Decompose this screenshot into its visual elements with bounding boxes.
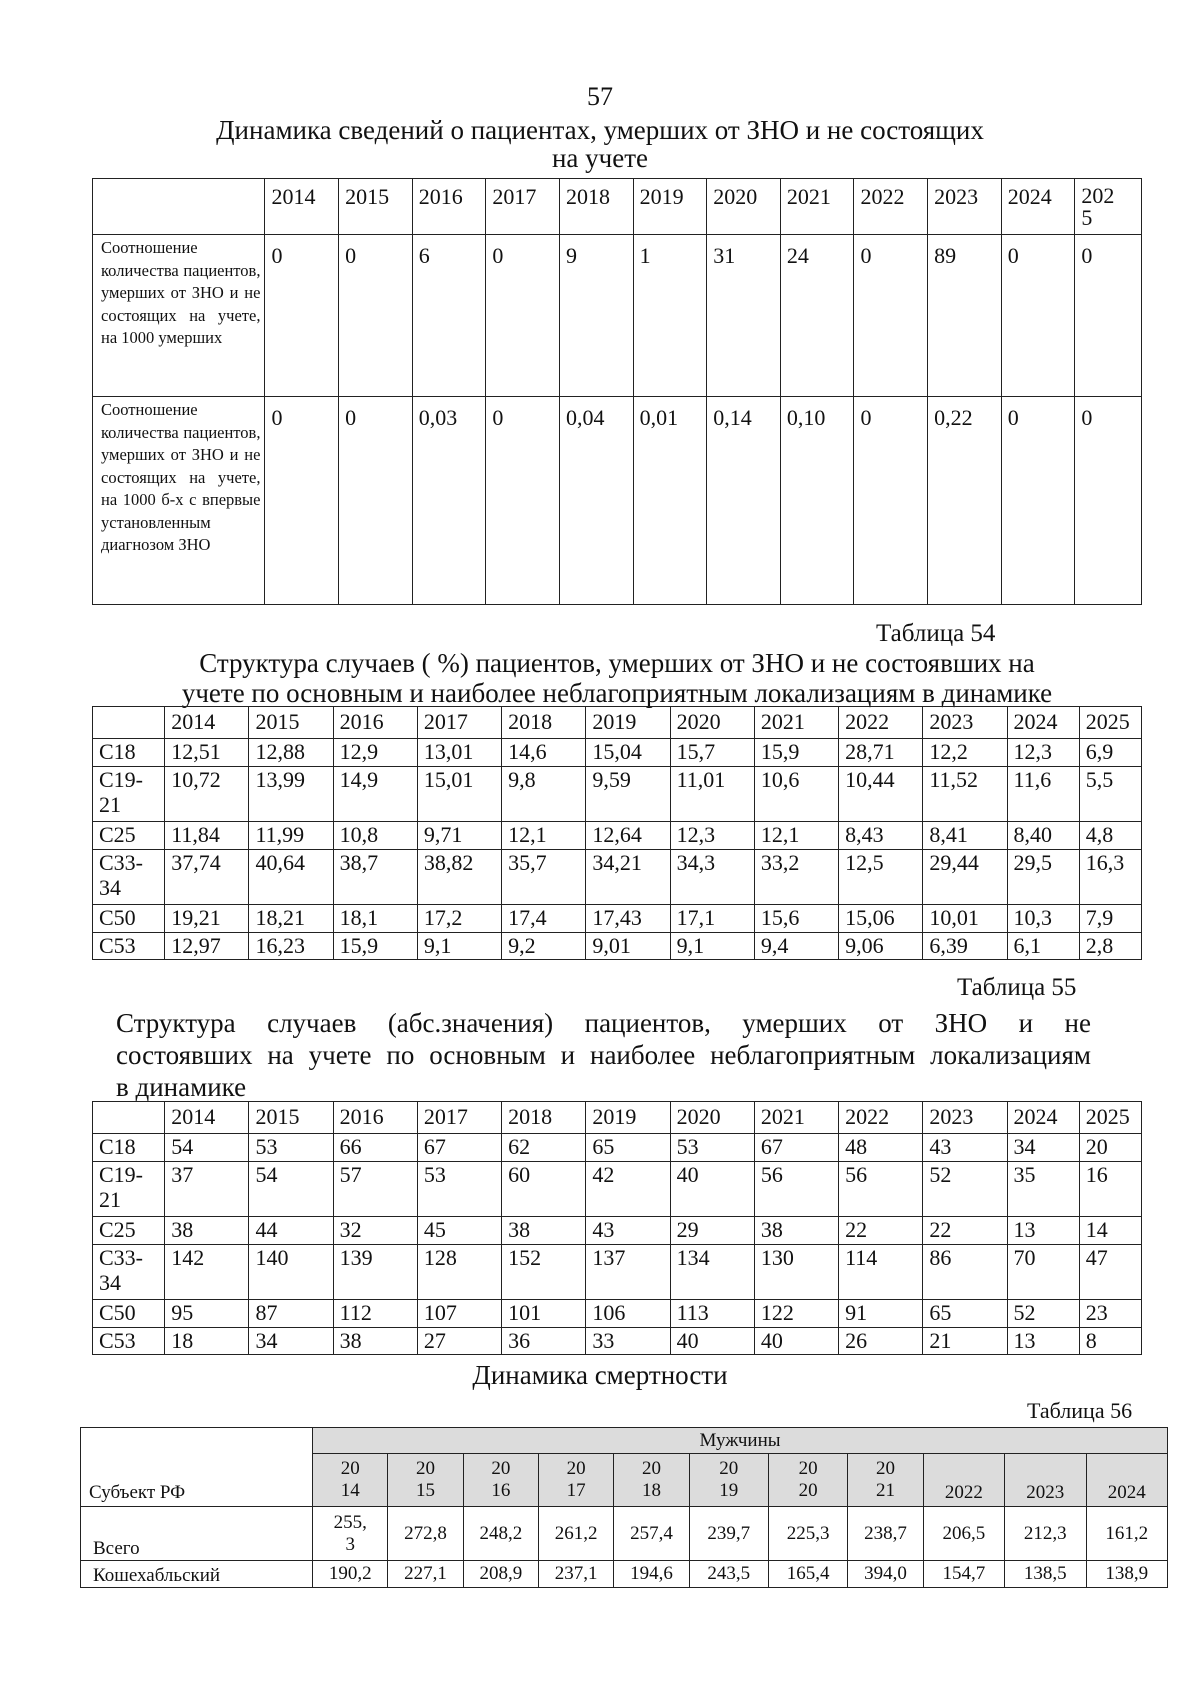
table-cell: 243,5 (689, 1561, 768, 1588)
table-cell: 40 (670, 1328, 754, 1355)
year-header: 2020 (707, 179, 781, 235)
table-cell: 122 (754, 1300, 838, 1328)
table-cell: 38,82 (417, 850, 501, 905)
year-header: 2025 (1079, 707, 1141, 739)
year-header: 2016 (412, 179, 486, 235)
table-row (93, 933, 1142, 960)
year-header: 2014 (265, 179, 339, 235)
table-cell: 0 (486, 235, 560, 397)
table-cell: 53 (670, 1134, 754, 1162)
table-cell: 27 (417, 1328, 501, 1355)
table-row (93, 1328, 1142, 1355)
table-cell: 17,2 (417, 905, 501, 933)
table-cell: 37 (165, 1162, 249, 1217)
table-cell: 128 (417, 1245, 501, 1300)
table-cell: 12,88 (249, 739, 333, 767)
year-header: 20 21 (848, 1454, 923, 1507)
table-cell: 35 (1007, 1162, 1079, 1217)
row-code: С33-34 (93, 1245, 165, 1300)
table-55-label: Таблица 55 (957, 974, 1077, 1001)
year-header: 2024 (1007, 707, 1079, 739)
year-header: 2019 (586, 707, 670, 739)
year-header: 2023 (923, 1102, 1007, 1134)
table-cell: 18,21 (249, 905, 333, 933)
table-cell: 9,59 (586, 767, 670, 822)
table-cell: 13 (1007, 1328, 1079, 1355)
table-row (93, 1162, 1142, 1217)
year-header-top: 202 (1081, 183, 1115, 208)
table-cell: 10,72 (165, 767, 249, 822)
corner-cell (93, 179, 265, 235)
table-cell: 14,9 (333, 767, 417, 822)
table-cell: 43 (586, 1217, 670, 1245)
table-cell: 24 (780, 235, 854, 397)
year-header: 2024 (1007, 1102, 1079, 1134)
row-code: С18 (93, 1134, 165, 1162)
table-cell: 12,51 (165, 739, 249, 767)
table-54-title (92, 648, 1142, 708)
table-cell: 89 (928, 235, 1002, 397)
table-cell: 238,7 (848, 1507, 923, 1561)
year-header: 20 17 (538, 1454, 613, 1507)
table-cell: 29,44 (923, 850, 1007, 905)
table-54-title-line1: Структура случаев ( %) пациентов, умерших от ЗНО и не состоявших на (199, 648, 1035, 678)
table-cell: 101 (502, 1300, 586, 1328)
table-cell: 10,3 (1007, 905, 1079, 933)
year-header: 2020 (670, 707, 754, 739)
table-cell: 0,22 (928, 397, 1002, 605)
table-cell: 91 (839, 1300, 923, 1328)
table-cell: 65 (586, 1134, 670, 1162)
year-header: 2022 (923, 1454, 1004, 1507)
table-cell: 9,4 (754, 933, 838, 960)
table-cell: 33,2 (754, 850, 838, 905)
table-cell: 10,44 (839, 767, 923, 822)
table-cell: 0 (339, 235, 413, 397)
table-cell: 18 (165, 1328, 249, 1355)
table-cell: 6,9 (1079, 739, 1141, 767)
year-header-2025 (1075, 179, 1142, 235)
year-header: 2022 (839, 1102, 923, 1134)
table-cell: 22 (839, 1217, 923, 1245)
section1-title (0, 115, 1200, 173)
table-cell: 8,43 (839, 822, 923, 850)
year-header: 2017 (486, 179, 560, 235)
page-number: 57 (587, 82, 613, 111)
table-cell: 26 (839, 1328, 923, 1355)
table-cell: 212,3 (1005, 1507, 1086, 1561)
table-cell: 32 (333, 1217, 417, 1245)
table-cell: 34 (1007, 1134, 1079, 1162)
table-cell: 9,8 (502, 767, 586, 822)
table-cell: 16,3 (1079, 850, 1141, 905)
table-cell: 9,71 (417, 822, 501, 850)
table-cell: 15,01 (417, 767, 501, 822)
row-code: С25 (93, 1217, 165, 1245)
row-code: С53 (93, 933, 165, 960)
subject-header: Субъект РФ (81, 1428, 313, 1507)
table-cell: 114 (839, 1245, 923, 1300)
table-cell: 11,6 (1007, 767, 1079, 822)
year-header: 2020 (670, 1102, 754, 1134)
year-header: 2021 (780, 179, 854, 235)
row-code: С18 (93, 739, 165, 767)
table-cell: 7,9 (1079, 905, 1141, 933)
table-cell: 70 (1007, 1245, 1079, 1300)
table-cell: 86 (923, 1245, 1007, 1300)
mortality-section-title: Динамика смертности (472, 1360, 728, 1390)
table-cell: 22 (923, 1217, 1007, 1245)
table-54-title-line2: учете по основным и наиболее неблагоприятным локализациям в динамике (181, 678, 1053, 708)
table-cell: 19,21 (165, 905, 249, 933)
table-cell: 0 (265, 397, 339, 605)
table-cell: 152 (502, 1245, 586, 1300)
table-cell: 21 (923, 1328, 1007, 1355)
table-cell: 130 (754, 1245, 838, 1300)
table-cell: 23 (1079, 1300, 1141, 1328)
table-cell: 52 (1007, 1300, 1079, 1328)
table-cell: 33 (586, 1328, 670, 1355)
table-cell: 8 (1079, 1328, 1141, 1355)
table-row (93, 739, 1142, 767)
table-cell: 40,64 (249, 850, 333, 905)
table-cell: 56 (839, 1162, 923, 1217)
year-header: 2015 (249, 707, 333, 739)
table-cell: 140 (249, 1245, 333, 1300)
year-header: 2014 (165, 707, 249, 739)
table-cell: 0,10 (780, 397, 854, 605)
table-cell: 206,5 (923, 1507, 1004, 1561)
table-cell: 10,01 (923, 905, 1007, 933)
table-cell: 14 (1079, 1217, 1141, 1245)
table-row (93, 905, 1142, 933)
row-code: С25 (93, 822, 165, 850)
table-row (81, 1507, 1168, 1561)
table-cell: 42 (586, 1162, 670, 1217)
table-cell: 2,8 (1079, 933, 1141, 960)
table-cell: 56 (754, 1162, 838, 1217)
year-header: 2017 (417, 707, 501, 739)
table-cell: 65 (923, 1300, 1007, 1328)
table-cell: 9,01 (586, 933, 670, 960)
year-header: 2022 (839, 707, 923, 739)
table-55-title-line1: Структура случаев (абс.значения) пациентов, умерших от ЗНО и не (116, 1008, 1091, 1038)
table-cell: 12,64 (586, 822, 670, 850)
table-cell: 67 (754, 1134, 838, 1162)
table-cell: 16,23 (249, 933, 333, 960)
table-cell: 34,3 (670, 850, 754, 905)
table-cell: 257,4 (614, 1507, 689, 1561)
table-row (93, 1245, 1142, 1300)
table-cell: 0,03 (412, 397, 486, 605)
year-header: 20 18 (614, 1454, 689, 1507)
table-54-label: Таблица 54 (876, 620, 996, 647)
table-cell: 134 (670, 1245, 754, 1300)
table-cell: 57 (333, 1162, 417, 1217)
table-cell: 15,06 (839, 905, 923, 933)
table-cell: 45 (417, 1217, 501, 1245)
structure-absolute-table (92, 1101, 1142, 1355)
table-cell: 34,21 (586, 850, 670, 905)
table-cell: 38 (165, 1217, 249, 1245)
table-cell: 6,1 (1007, 933, 1079, 960)
table-56-label: Таблица 56 (1027, 1398, 1133, 1423)
table-cell: 11,01 (670, 767, 754, 822)
table-cell: 0 (265, 235, 339, 397)
table-cell: 0 (486, 397, 560, 605)
table-cell: 11,52 (923, 767, 1007, 822)
table-cell: 0 (1075, 397, 1142, 605)
table-cell: 255, 3 (313, 1507, 388, 1561)
table-row (93, 850, 1142, 905)
structure-percent-table (92, 706, 1142, 960)
table-cell: 138,9 (1086, 1561, 1167, 1588)
year-header: 2021 (754, 1102, 838, 1134)
year-header: 20 19 (689, 1454, 768, 1507)
table-cell: 13 (1007, 1217, 1079, 1245)
table-cell: 16 (1079, 1162, 1141, 1217)
section1-title-line1: Динамика сведений о пациентах, умерших от ЗНО и не состоящих (216, 115, 984, 145)
patients-not-registered-table (92, 178, 1142, 605)
header-row (93, 1102, 1142, 1134)
table-cell: 53 (249, 1134, 333, 1162)
table-cell: 248,2 (463, 1507, 538, 1561)
table-cell: 54 (165, 1134, 249, 1162)
table-cell: 5,5 (1079, 767, 1141, 822)
table-cell: 0 (1075, 235, 1142, 397)
table-cell: 66 (333, 1134, 417, 1162)
table-cell: 43 (923, 1134, 1007, 1162)
table-row (93, 397, 1142, 605)
table-cell: 67 (417, 1134, 501, 1162)
table-cell: 0,04 (559, 397, 633, 605)
table-cell: 20 (1079, 1134, 1141, 1162)
table-cell: 15,04 (586, 739, 670, 767)
row-name: Всего (81, 1507, 313, 1561)
table-cell: 28,71 (839, 739, 923, 767)
table-cell: 14,6 (502, 739, 586, 767)
table-cell: 9,2 (502, 933, 586, 960)
row-code: С19-21 (93, 767, 165, 822)
table-cell: 40 (754, 1328, 838, 1355)
table-cell: 0 (854, 397, 928, 605)
table-cell: 31 (707, 235, 781, 397)
row-code: С50 (93, 1300, 165, 1328)
table-cell: 36 (502, 1328, 586, 1355)
table-cell: 106 (586, 1300, 670, 1328)
table-cell: 12,5 (839, 850, 923, 905)
table-cell: 87 (249, 1300, 333, 1328)
table-cell: 18,1 (333, 905, 417, 933)
table-cell: 6,39 (923, 933, 1007, 960)
corner-cell (93, 1102, 165, 1134)
table-cell: 154,7 (923, 1561, 1004, 1588)
year-header: 2018 (502, 1102, 586, 1134)
table-cell: 12,1 (502, 822, 586, 850)
table-cell: 12,97 (165, 933, 249, 960)
row-label: Соотношение количества пациентов, умерших от ЗНО и не состоящих на учете, на 1000 б-х с впервые установленным диагнозом ЗНО (93, 397, 265, 605)
table-cell: 35,7 (502, 850, 586, 905)
row-code: С50 (93, 905, 165, 933)
row-code: С19-21 (93, 1162, 165, 1217)
table-cell: 47 (1079, 1245, 1141, 1300)
row-code: С53 (93, 1328, 165, 1355)
table-cell: 15,7 (670, 739, 754, 767)
table-cell: 0,01 (633, 397, 707, 605)
table-cell: 15,6 (754, 905, 838, 933)
table-row (93, 1300, 1142, 1328)
table-cell: 37,74 (165, 850, 249, 905)
group-header-row (81, 1428, 1168, 1454)
table-cell: 48 (839, 1134, 923, 1162)
table-cell: 0 (1001, 397, 1075, 605)
year-header: 2015 (339, 179, 413, 235)
table-cell: 165,4 (768, 1561, 847, 1588)
table-cell: 12,9 (333, 739, 417, 767)
table-cell: 17,1 (670, 905, 754, 933)
table-cell: 15,9 (333, 933, 417, 960)
table-cell: 237,1 (538, 1561, 613, 1588)
table-cell: 107 (417, 1300, 501, 1328)
table-cell: 38 (502, 1217, 586, 1245)
table-cell: 272,8 (388, 1507, 463, 1561)
table-cell: 95 (165, 1300, 249, 1328)
year-header: 2023 (928, 179, 1002, 235)
table-cell: 137 (586, 1245, 670, 1300)
table-cell: 227,1 (388, 1561, 463, 1588)
year-header: 2016 (333, 707, 417, 739)
table-cell: 13,99 (249, 767, 333, 822)
table-cell: 53 (417, 1162, 501, 1217)
table-cell: 38 (333, 1328, 417, 1355)
table-cell: 9,1 (670, 933, 754, 960)
table-cell: 38,7 (333, 850, 417, 905)
table-cell: 40 (670, 1162, 754, 1217)
section1-title-line2: на учете (551, 143, 649, 173)
table-cell: 8,41 (923, 822, 1007, 850)
year-header: 2023 (1005, 1454, 1086, 1507)
table-cell: 29 (670, 1217, 754, 1245)
table-row (93, 822, 1142, 850)
table-cell: 0,14 (707, 397, 781, 605)
table-cell: 60 (502, 1162, 586, 1217)
mortality-table (80, 1427, 1168, 1588)
table-cell: 194,6 (614, 1561, 689, 1588)
year-header: 2014 (165, 1102, 249, 1134)
table-55-title-line2: состоявших на учете по основным и наиболее неблагоприятным локализациям (116, 1040, 1091, 1070)
table-cell: 0 (1001, 235, 1075, 397)
corner-cell (93, 707, 165, 739)
men-group-header: Мужчины (313, 1428, 1168, 1454)
table-cell: 10,6 (754, 767, 838, 822)
table-cell: 9,06 (839, 933, 923, 960)
table-cell: 6 (412, 235, 486, 397)
row-name: Кошехабльский (81, 1561, 313, 1588)
table-cell: 15,9 (754, 739, 838, 767)
header-row (93, 179, 1142, 235)
table-cell: 9,1 (417, 933, 501, 960)
table-cell: 29,5 (1007, 850, 1079, 905)
table-cell: 38 (754, 1217, 838, 1245)
year-header: 20 15 (388, 1454, 463, 1507)
year-header: 2017 (417, 1102, 501, 1134)
table-cell: 239,7 (689, 1507, 768, 1561)
year-header: 2018 (502, 707, 586, 739)
table-cell: 17,43 (586, 905, 670, 933)
table-cell: 34 (249, 1328, 333, 1355)
table-cell: 12,3 (1007, 739, 1079, 767)
year-header: 2024 (1086, 1454, 1167, 1507)
table-cell: 4,8 (1079, 822, 1141, 850)
table-cell: 13,01 (417, 739, 501, 767)
table-cell: 11,99 (249, 822, 333, 850)
table-cell: 11,84 (165, 822, 249, 850)
year-header: 20 20 (768, 1454, 847, 1507)
table-cell: 17,4 (502, 905, 586, 933)
year-header: 2019 (633, 179, 707, 235)
table-cell: 12,1 (754, 822, 838, 850)
table-row (93, 1217, 1142, 1245)
table-row (93, 1134, 1142, 1162)
year-header: 20 16 (463, 1454, 538, 1507)
table-cell: 52 (923, 1162, 1007, 1217)
table-cell: 161,2 (1086, 1507, 1167, 1561)
table-cell: 0 (339, 397, 413, 605)
table-row (93, 767, 1142, 822)
table-cell: 10,8 (333, 822, 417, 850)
table-row (93, 235, 1142, 397)
table-cell: 208,9 (463, 1561, 538, 1588)
table-cell: 190,2 (313, 1561, 388, 1588)
table-row (81, 1561, 1168, 1588)
year-header: 20 14 (313, 1454, 388, 1507)
row-label: Соотношение количества пациентов, умерших от ЗНО и не состоящих на учете, на 1000 умерших (93, 235, 265, 397)
table-cell: 12,2 (923, 739, 1007, 767)
year-header: 2024 (1001, 179, 1075, 235)
year-header: 2016 (333, 1102, 417, 1134)
table-55-title-line3: в динамике (116, 1072, 247, 1102)
table-cell: 142 (165, 1245, 249, 1300)
table-cell: 112 (333, 1300, 417, 1328)
header-row (93, 707, 1142, 739)
table-cell: 12,3 (670, 822, 754, 850)
year-header: 2015 (249, 1102, 333, 1134)
table-cell: 138,5 (1005, 1561, 1086, 1588)
year-header-bottom: 5 (1081, 205, 1093, 230)
table-cell: 0 (854, 235, 928, 397)
year-header: 2021 (754, 707, 838, 739)
table-cell: 1 (633, 235, 707, 397)
row-code: С33-34 (93, 850, 165, 905)
year-header: 2025 (1079, 1102, 1141, 1134)
year-header: 2019 (586, 1102, 670, 1134)
table-cell: 44 (249, 1217, 333, 1245)
table-cell: 54 (249, 1162, 333, 1217)
table-cell: 139 (333, 1245, 417, 1300)
table-cell: 261,2 (538, 1507, 613, 1561)
table-cell: 225,3 (768, 1507, 847, 1561)
table-cell: 113 (670, 1300, 754, 1328)
year-header: 2018 (559, 179, 633, 235)
table-cell: 9 (559, 235, 633, 397)
year-header: 2023 (923, 707, 1007, 739)
year-header: 2022 (854, 179, 928, 235)
table-cell: 62 (502, 1134, 586, 1162)
table-cell: 8,40 (1007, 822, 1079, 850)
table-cell: 394,0 (848, 1561, 923, 1588)
